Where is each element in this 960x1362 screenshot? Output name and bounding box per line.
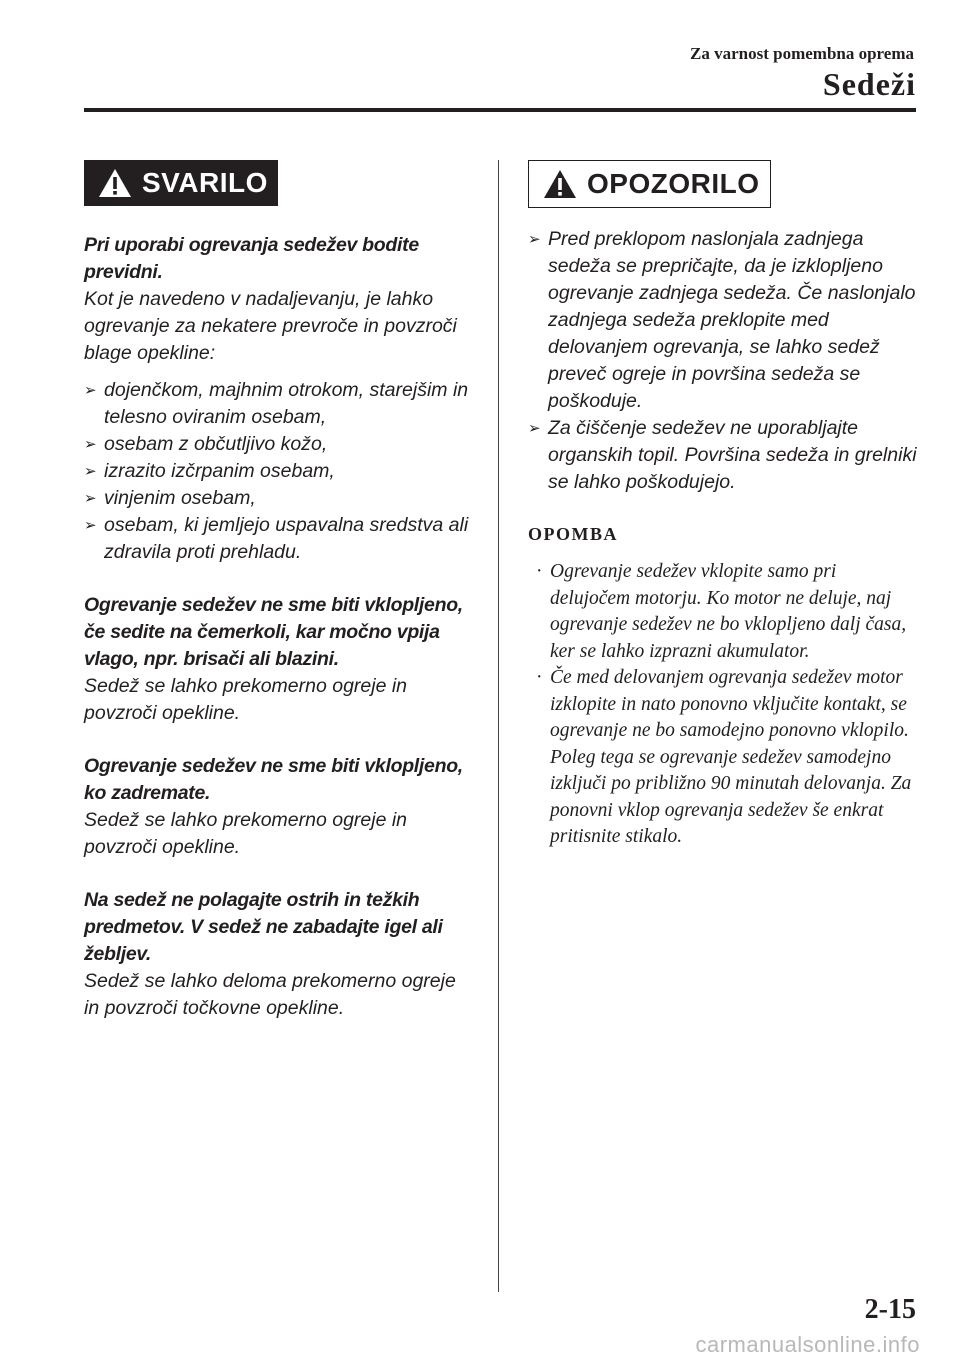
- page-title: Sedeži: [822, 66, 916, 102]
- warning-block-text: Sedež se lahko prekomerno ogreje in povzroči opekline.: [84, 675, 408, 724]
- arrow-right-icon: ➢: [84, 517, 97, 534]
- warning-intro-text: Kot je navedeno v nadaljevanju, je lahko ogrevanje za nekatere prevroče in povzroči blage opekline:: [84, 288, 457, 364]
- warning-block-bold: Na sedež ne polagajte ostrih in težkih predmetov. V sedež ne zabadajte igel ali žebljev.: [84, 889, 443, 965]
- warning-block-bold: Ogrevanje sedežev ne sme biti vklopljeno, ko zadremate.: [84, 755, 463, 804]
- list-item: ➢ osebam, ki jemljejo uspavalna sredstva ali zdravila proti prehladu.: [84, 514, 469, 563]
- list-item: · Ogrevanje sedežev vklopite samo pri delujočem motorju. Ko motor ne deluje, naj ogrevanje sedežev ne bo vklopljeno dalj časa, ker se lahko izprazni akumulator.: [536, 561, 907, 662]
- note-list: [528, 559, 920, 851]
- header-rule: [84, 108, 916, 112]
- right-column: [528, 160, 920, 851]
- warning-triangle-icon: [98, 168, 132, 198]
- column-divider: [498, 160, 499, 1292]
- list-item: ➢ Pred preklopom naslonjala zadnjega sedeža se prepričajte, da je izklopljeno ogrevanje zadnjega sedeža. Če naslonjalo zadnjega sedeža preklopite med delovanjem ogrevanja, se lahko sedež preveč ogreje in površina sedeža se poškoduje.: [528, 228, 916, 412]
- caution-list: [528, 226, 920, 496]
- warning-block-text: Sedež se lahko deloma prekomerno ogreje in povzroči točkovne opekline.: [84, 970, 456, 1019]
- bullet-dot-icon: ·: [536, 667, 543, 688]
- watermark: carmanualsonline.info: [695, 1332, 920, 1357]
- arrow-right-icon: ➢: [528, 420, 541, 437]
- warning-list: [84, 377, 472, 566]
- left-column: [84, 160, 472, 1022]
- warning-label: SVARILO: [142, 167, 268, 198]
- arrow-right-icon: ➢: [528, 231, 541, 248]
- warning-block-text: Sedež se lahko prekomerno ogreje in povzroči opekline.: [84, 809, 408, 858]
- list-item: ➢ dojenčkom, majhnim otrokom, starejšim in telesno oviranim osebam,: [84, 379, 469, 428]
- list-item: ➢ osebam z občutljivo kožo,: [84, 431, 472, 458]
- arrow-right-icon: ➢: [84, 463, 97, 480]
- warning-block-bold: Ogrevanje sedežev ne sme biti vklopljeno, če sedite na čemerkoli, kar močno vpija vlago, npr. brisači ali blazini.: [84, 594, 463, 670]
- caution-label: OPOZORILO: [587, 168, 760, 199]
- header-section-label: Za varnost pomembna oprema: [690, 44, 914, 63]
- arrow-right-icon: ➢: [84, 382, 97, 399]
- list-item: ➢ Za čiščenje sedežev ne uporabljajte organskih topil. Površina sedeža in grelniki se lahko poškodujejo.: [528, 417, 917, 493]
- list-item: ➢ vinjenim osebam,: [84, 485, 472, 512]
- caution-badge: [528, 160, 771, 208]
- arrow-right-icon: ➢: [84, 436, 97, 453]
- arrow-right-icon: ➢: [84, 490, 97, 507]
- list-item: · Če med delovanjem ogrevanja sedežev motor izklopite in nato ponovno vključite kontakt, se ogrevanje ne bo samodejno ponovno vklopilo. Poleg tega se ogrevanje sedežev samodejno izključi po približno 90 minutah delovanja. Za ponovni vklop ogrevanja sedežev še enkrat pritisnite stikalo.: [536, 667, 912, 847]
- note-title: OPOMBA: [528, 524, 618, 544]
- list-item: ➢ izrazito izčrpanim osebam,: [84, 458, 472, 485]
- warning-triangle-icon: [543, 169, 577, 199]
- warning-badge: [84, 160, 278, 206]
- bullet-dot-icon: ·: [536, 561, 543, 582]
- page-number: 2-15: [864, 1294, 916, 1325]
- warning-intro-bold: Pri uporabi ogrevanja sedežev bodite previdni.: [84, 234, 419, 283]
